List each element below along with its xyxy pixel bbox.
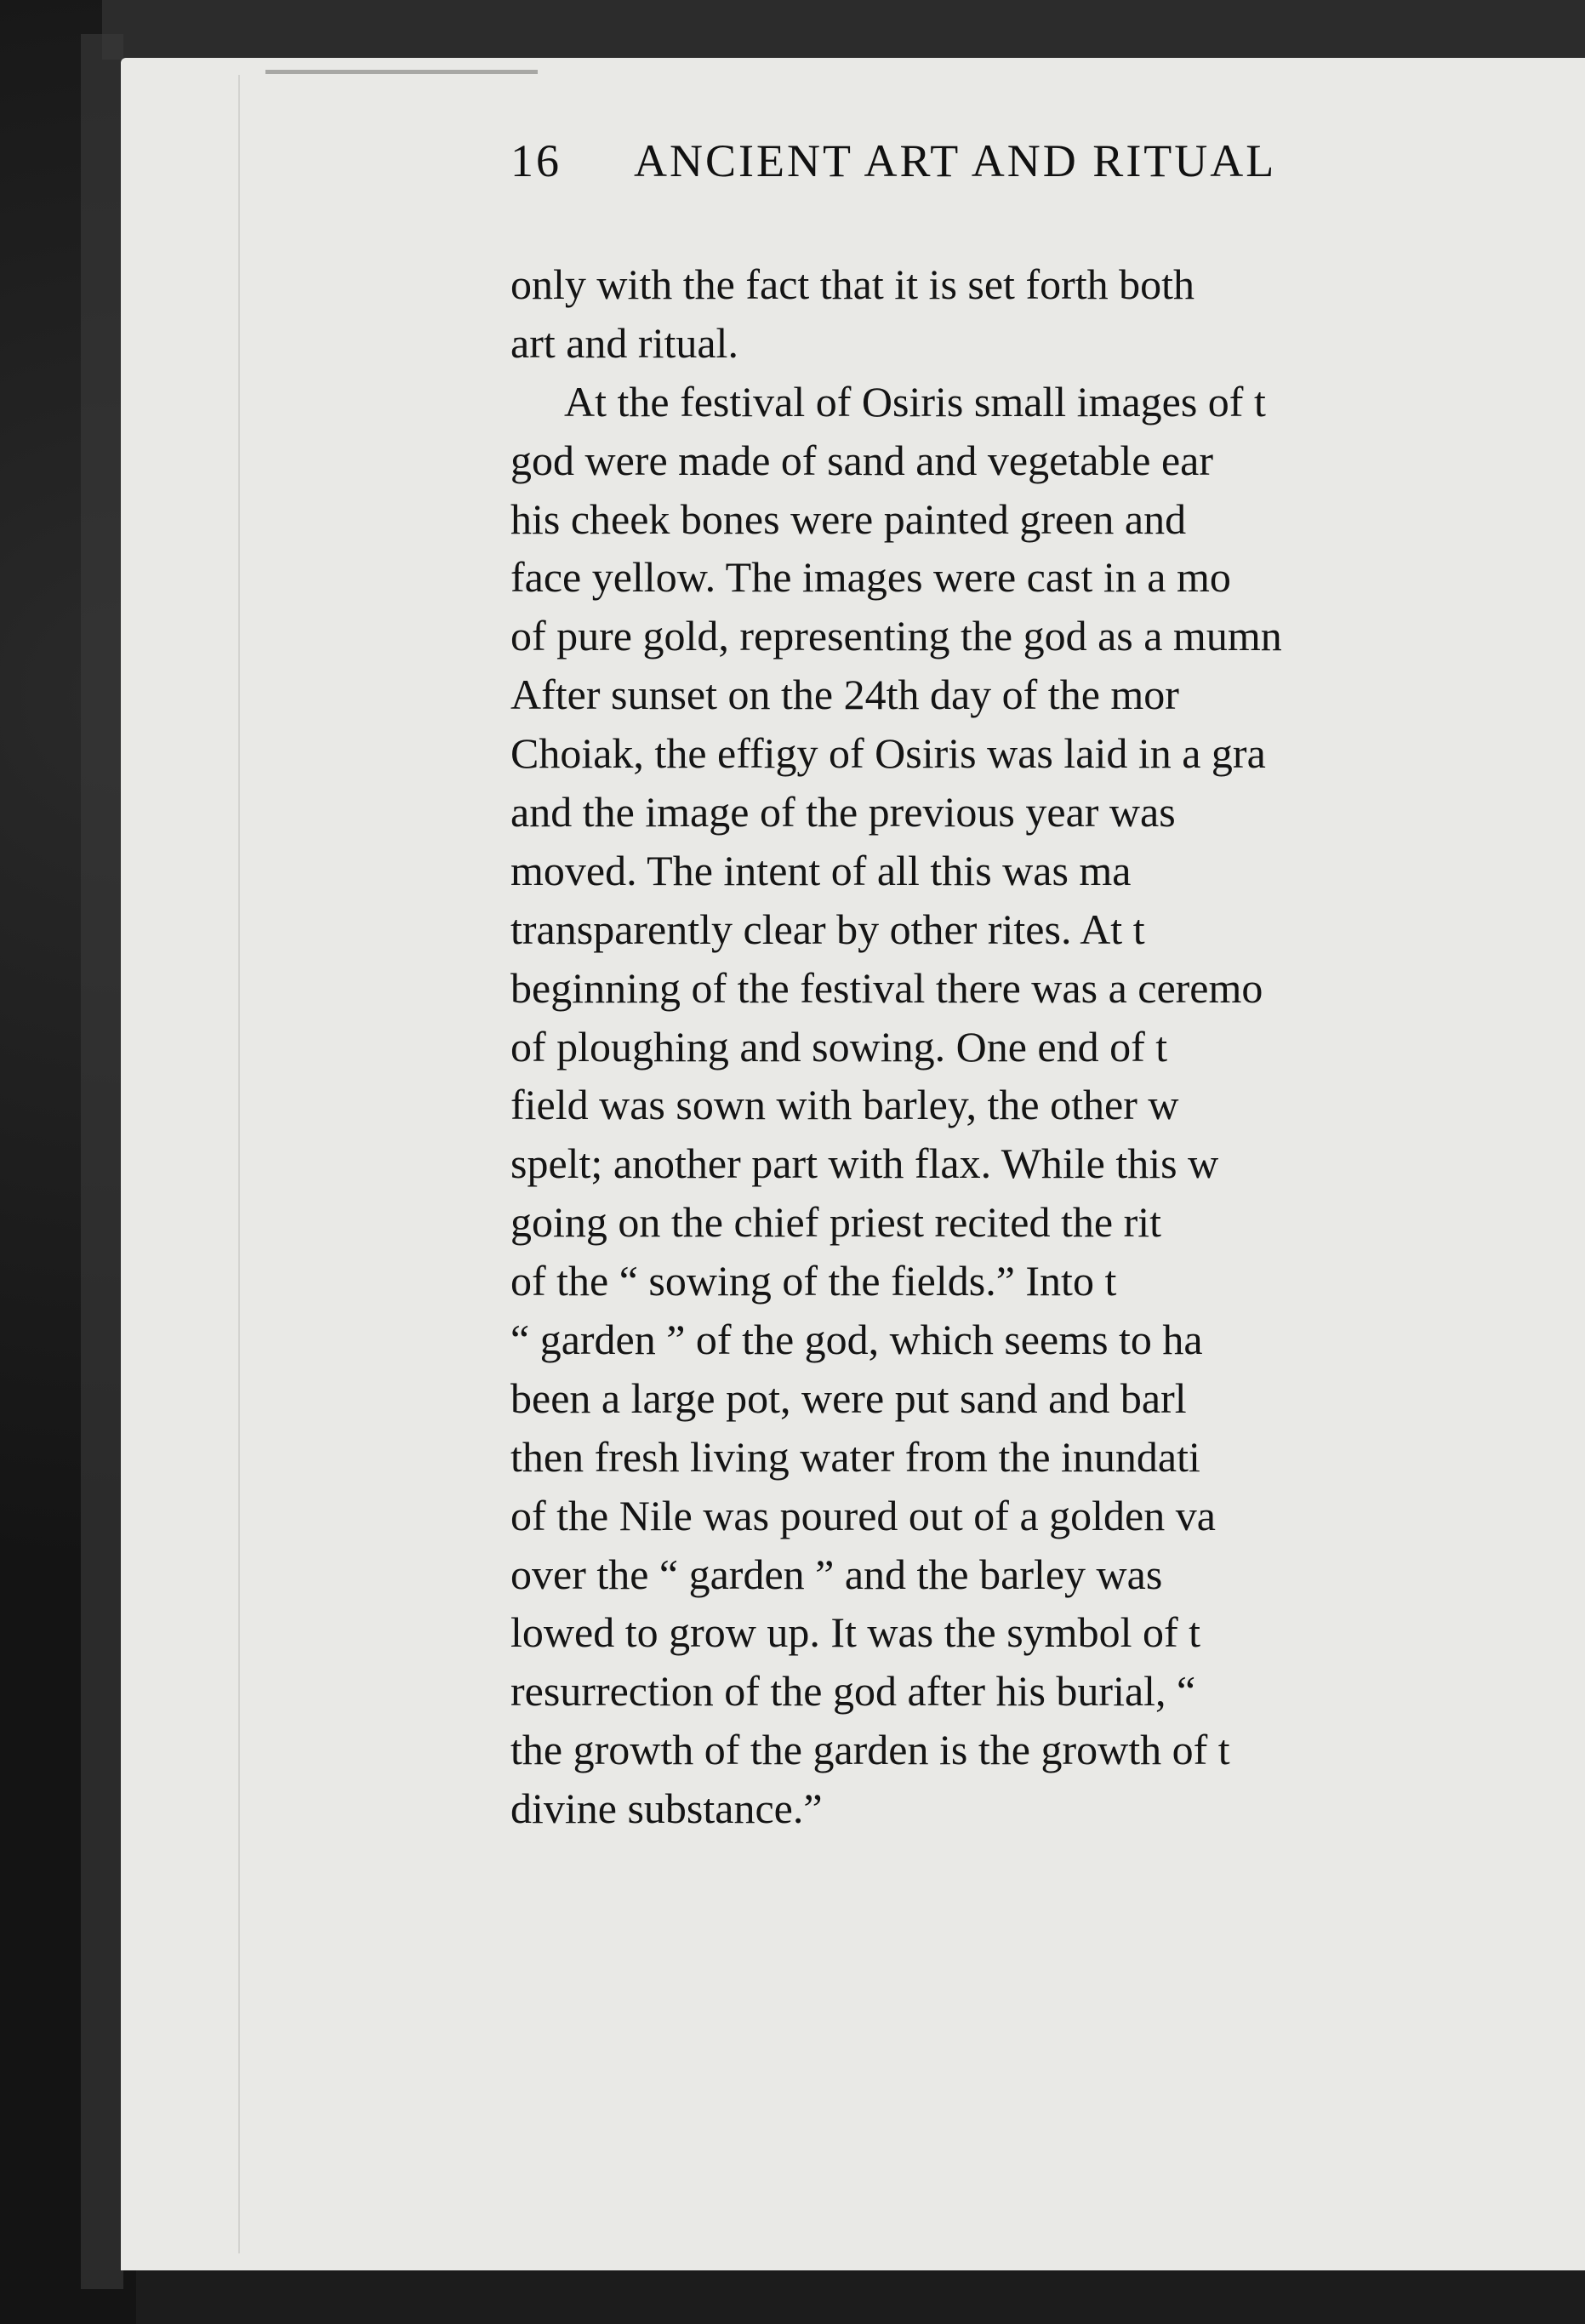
scan-top-edge [102,0,1585,60]
text-line: “ garden ” of the god, which seems to ha [510,1316,1203,1364]
text-line: resurrection of the god after his burial, “ [510,1667,1196,1716]
page-top-rule [265,70,538,74]
text-line: divine substance.” [510,1784,823,1833]
text-line: art and ritual. [510,318,738,367]
text-line: lowed to grow up. It was the symbol of t [510,1608,1201,1657]
text-line: moved. The intent of all this was ma [510,846,1132,894]
text-line: After sunset on the 24th day of the mor [510,671,1179,719]
text-line: been a large pot, were put sand and barl [510,1373,1187,1422]
text-line: beginning of the festival there was a ceremo [510,963,1263,1012]
text-line: only with the fact that it is set forth both [510,260,1195,308]
text-line: spelt; another part with flax. While this w [510,1139,1219,1188]
text-line: of the “ sowing of the fields.” Into t [510,1257,1117,1305]
running-title: ANCIENT ART AND RITUAL [634,135,1277,186]
text-line: transparently clear by other rites. At t [510,905,1145,953]
text-line: the growth of the garden is the growth of t [510,1726,1230,1774]
running-header [510,134,1276,187]
text-line: god were made of sand and vegetable ear [510,436,1214,484]
text-line: Choiak, the effigy of Osiris was laid in a gra [510,729,1266,778]
text-line: over the “ garden ” and the barley was [510,1550,1163,1598]
text-line: going on the chief priest recited the rit [510,1198,1162,1247]
page-margin-line [238,75,240,2253]
text-line: At the festival of Osiris small images of t [564,377,1266,425]
body-text [510,255,1582,1838]
text-line: face yellow. The images were cast in a mo [510,553,1231,602]
text-line: field was sown with barley, the other w [510,1081,1179,1129]
text-line: of the Nile was poured out of a golden va [510,1491,1216,1539]
text-line: his cheek bones were painted green and [510,494,1187,543]
text-line: then fresh living water from the inundati [510,1432,1200,1481]
text-line: and the image of the previous year was [510,788,1176,837]
page-number: 16 [510,135,562,186]
text-line: of ploughing and sowing. One end of t [510,1022,1168,1071]
book-binding-edge [81,34,123,2289]
text-line: of pure gold, representing the god as a mumn [510,612,1282,660]
